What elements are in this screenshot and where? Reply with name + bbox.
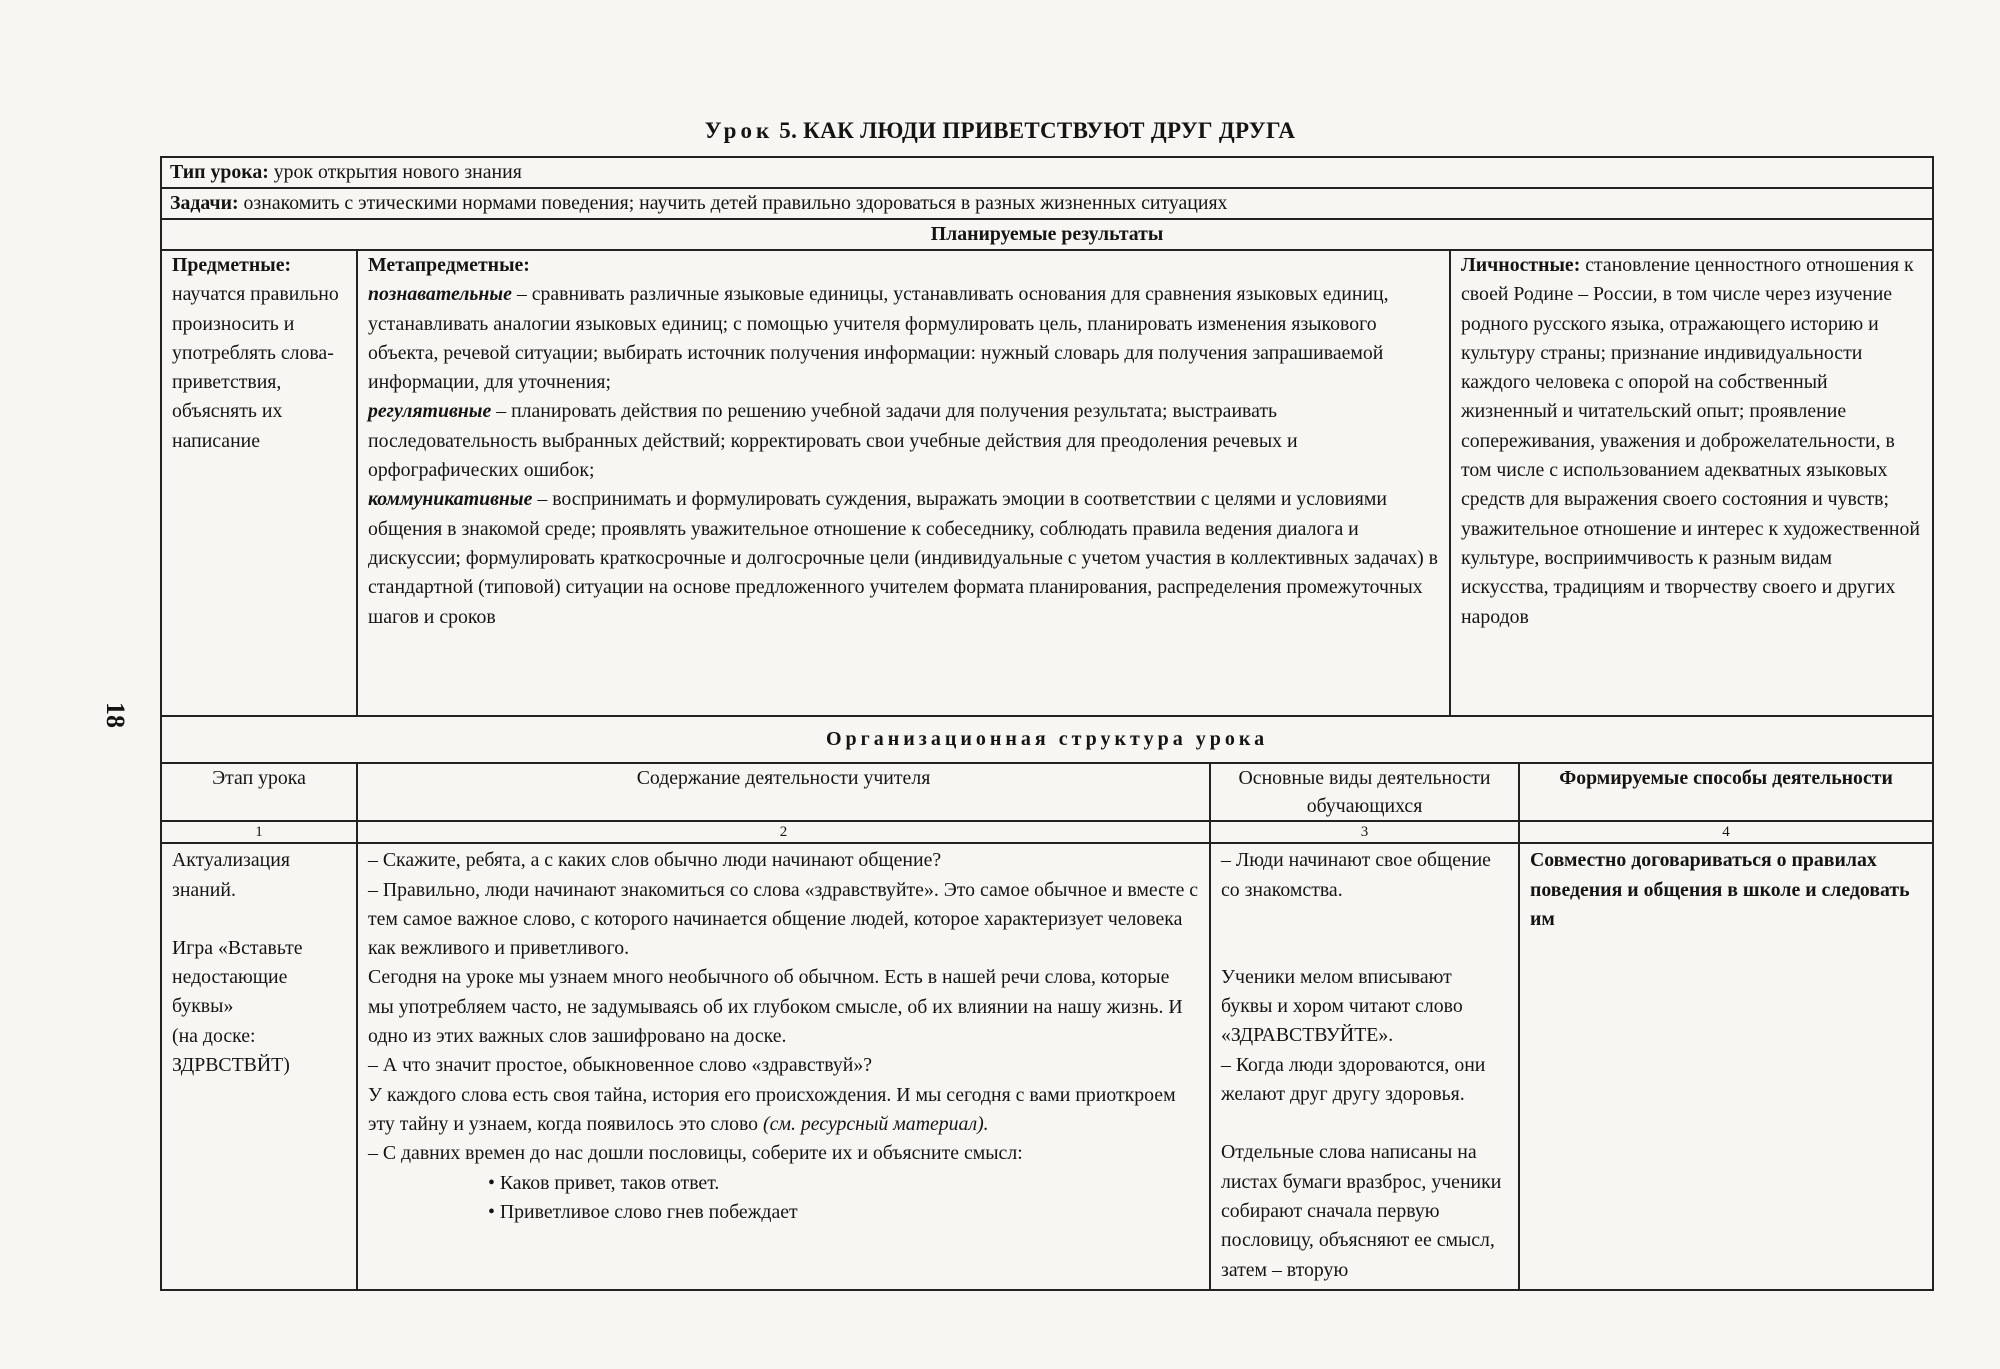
regulatory-text: – планировать действия по решению учебной задачи для получения результата; выстраивать последовательность выбранных действий; корректировать свои учебные действия для преодоления речевых и орфографических ошибок; (368, 400, 1298, 482)
lesson-table (160, 156, 1934, 1291)
col-number: 2 (357, 821, 1210, 843)
results-row (161, 250, 1933, 716)
teacher-paragraph: – Скажите, ребята, а с каких слов обычно люди начинают общение? (368, 849, 942, 872)
game-line: Игра «Вставьте (172, 936, 303, 959)
game-line: буквы» (172, 995, 234, 1018)
personal-results-title: Личностные: (1461, 254, 1581, 276)
tasks-label: Задачи: (170, 192, 239, 214)
col-header-skills: Формируемые способы деятельности (1519, 763, 1933, 821)
communicative-label: коммуникативные (368, 488, 533, 511)
stage-cell (161, 843, 357, 1290)
planned-results-row (161, 219, 1933, 250)
teacher-cell (357, 843, 1210, 1290)
page-number: 18 (101, 702, 130, 728)
meta-results-title: Метапредметные: (368, 254, 530, 276)
tasks-row (161, 188, 1933, 219)
cognitive-text: – сравнивать различные языковые единицы, устанавливать основания для сравнения языковых единиц, устанавливать аналогии языковых единиц; с помощью учителя формулировать цель, планировать изменения языкового объекта, речевой ситуации; выбирать источник получения информации: нужный словарь для получения запрашиваемой информации, для уточнения; (368, 283, 1389, 394)
stage-line: знаний. (172, 878, 236, 901)
col-header-students: Основные виды деятельности обучающихся (1210, 763, 1519, 821)
teacher-paragraph: Сегодня на уроке мы узнаем много необычного об обычном. Есть в нашей речи слова, которые мы употребляем часто, не задумываясь об их глубоком смысле, об их влиянии на нашу жизнь. И одно из этих важных слов зашифровано на доске. (368, 966, 1183, 1048)
personal-results-text: становление ценностного отношения к своей Родине – России, в том числе через изучение родного русского языка, отражающего историю и культуру страны; признание индивидуальности каждого человека с опорой на собственный жизненный и читательский опыт; проявление сопереживания, уважения и доброжелательности, в том числе с использованием адекватных языковых средств для выражения своего состояния и чувств; уважительное отношение и интерес к художественной культуре, восприимчивость к разным видам искусства, традициям и творчеству своего и других народов (1461, 254, 1920, 628)
structure-heading-row (161, 716, 1933, 763)
regulatory-label: регулятивные (368, 400, 492, 423)
subject-results-text: научатся правильно произносить и употреблять слова-приветствия, объяснять их написание (172, 283, 339, 452)
structure-heading: Организационная структура урока (161, 716, 1933, 763)
subject-results (161, 250, 357, 716)
column-headers-row (161, 763, 1933, 821)
teacher-paragraph: – А что значит простое, обыкновенное слово «здравствуй»? (368, 1054, 873, 1077)
col-number: 1 (161, 821, 357, 843)
skills-cell (1519, 843, 1933, 1290)
subject-results-title: Предметные: (172, 254, 292, 276)
communicative-text: – воспринимать и формулировать суждения, выражать эмоции в соответствии с целями и условиями общения в знакомой среде; проявлять уважительное отношение к собеседнику, соблюдать правила ведения диалога и дискуссии; формулировать краткосрочные и долгосрочные цели (индивидуальные с учетом участия в коллективных задачах) в стандартной (типовой) ситуации на основе предложенного учителем формата планирования, распределения промежуточных шагов и сроков (368, 488, 1438, 628)
lesson-type-value: урок открытия нового знания (268, 161, 522, 183)
skills-text: Совместно договариваться о правилах поведения и общения в школе и следовать им (1530, 849, 1910, 930)
col-header-stage: Этап урока (161, 763, 357, 821)
lesson-type-label: Тип урока: (170, 161, 269, 183)
students-paragraph: Ученики мелом вписывают буквы и хором читают слово «ЗДРАВСТВУЙТЕ». (1221, 965, 1463, 1047)
game-line: (на доске: (172, 1024, 256, 1047)
proverb: • Каков привет, таков ответ. (488, 1171, 720, 1194)
title-text: 5. КАК ЛЮДИ ПРИВЕТСТВУЮТ ДРУГ ДРУГА (779, 118, 1296, 143)
game-line: недостающие (172, 966, 288, 989)
page-title (0, 118, 2000, 144)
game-line: ЗДРВСТВЙТ) (172, 1054, 290, 1077)
resource-note: (см. ресурсный материал). (763, 1112, 989, 1135)
personal-results (1450, 250, 1933, 716)
students-paragraph: – Люди начинают свое общение со знакомства. (1221, 849, 1491, 901)
col-number: 3 (1210, 821, 1519, 843)
meta-results (357, 250, 1450, 716)
col-number: 4 (1519, 821, 1933, 843)
stage-line: Актуализация (172, 849, 290, 872)
col-header-teacher: Содержание деятельности учителя (357, 763, 1210, 821)
column-numbers-row (161, 821, 1933, 843)
students-paragraph: Отдельные слова написаны на листах бумаги вразброс, ученики собирают сначала первую пословицу, объясняют ее смысл, затем – вторую (1221, 1141, 1502, 1281)
teacher-paragraph: У каждого слова есть своя тайна, история его происхождения. И мы сегодня с вами приоткроем эту тайну и узнаем, когда появилось это слово (368, 1083, 1176, 1135)
tasks-value: ознакомить с этическими нормами поведения; научить детей правильно здороваться в разных жизненных ситуациях (238, 192, 1228, 214)
title-prefix: Урок (704, 118, 774, 143)
teacher-paragraph: – С давних времен до нас дошли пословицы, соберите их и объясните смысл: (368, 1142, 1023, 1165)
teacher-paragraph: – Правильно, люди начинают знакомиться со слова «здравствуйте». Это самое обычное и вместе с тем самое важное слово, с которого начинается общение людей, которое характеризует человека как вежливого и приветливого. (368, 878, 1199, 960)
lesson-type-row (161, 157, 1933, 188)
planned-results-heading: Планируемые результаты (161, 219, 1933, 250)
students-paragraph: – Когда люди здороваются, они желают друг другу здоровья. (1221, 1053, 1486, 1106)
cognitive-label: познавательные (368, 283, 512, 306)
proverb: • Приветливое слово гнев побеждает (488, 1200, 798, 1223)
stage-row (161, 843, 1933, 1290)
students-cell (1210, 843, 1519, 1290)
